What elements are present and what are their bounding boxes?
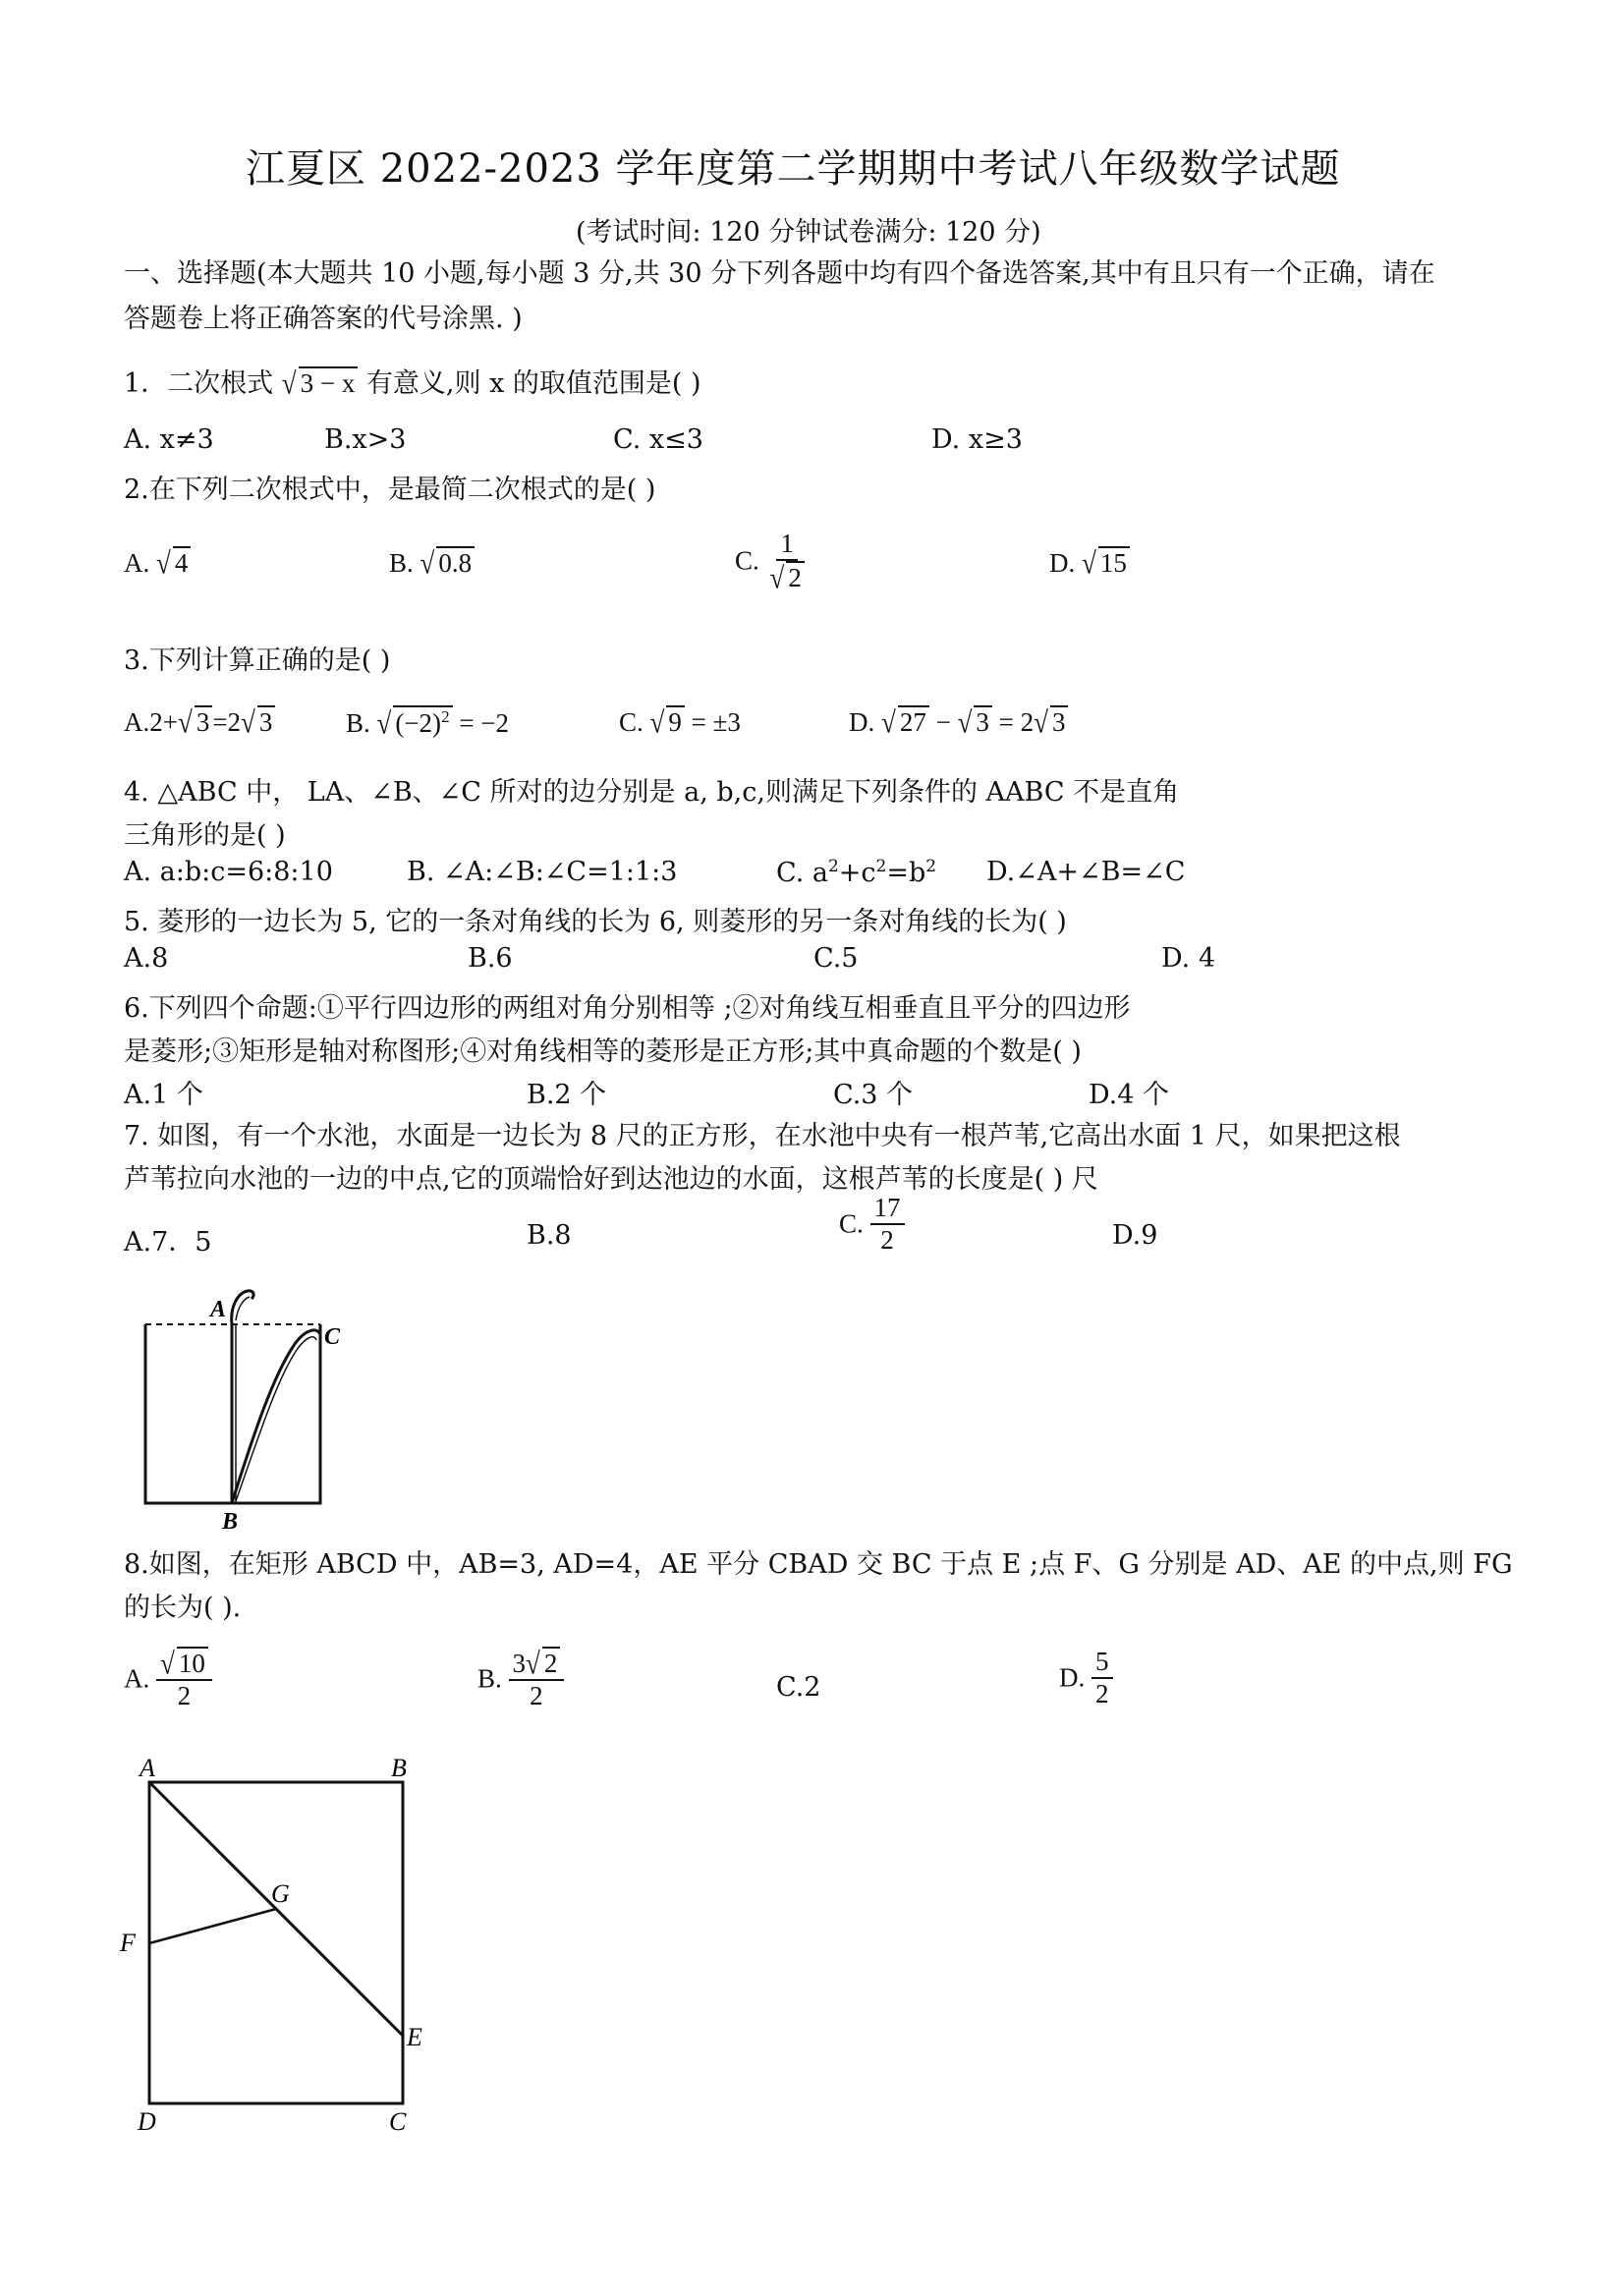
question-3-option-d-equals: = 2: [991, 707, 1035, 737]
question-3-stem: 3.下列计算正确的是( ): [124, 645, 391, 676]
question-2-option-b: B. √ 0.8: [389, 546, 475, 579]
question-2-option-a: A. √ 4: [124, 546, 191, 579]
question-8-option-b-numerator-coefficient: 3: [512, 1649, 527, 1678]
section-1-instructions-line2: 答题卷上将正确答案的代号涂黑. ): [124, 304, 523, 334]
figure-7-label-a: A: [210, 1297, 227, 1322]
question-6-option-a: A.1 个: [124, 1080, 203, 1110]
question-3-option-a-pre: A.2+: [124, 707, 178, 737]
question-3-option-c: C. √ 9 = ±3: [619, 704, 741, 740]
question-1-stem: [124, 362, 701, 400]
question-3-option-b-exponent: 2: [441, 707, 450, 726]
question-1-radical: √ 3 − x: [282, 366, 359, 399]
question-6-option-b: B.2 个: [527, 1080, 607, 1110]
pulled-reed: [232, 1330, 320, 1503]
figure-8-label-e: E: [407, 2023, 422, 2051]
question-1-option-c: C. x≤3: [613, 424, 703, 455]
question-7-option-c-denominator: 2: [880, 1225, 894, 1256]
question-8-option-b-label: B.: [477, 1663, 502, 1694]
question-4-option-c-mid: +c: [838, 858, 876, 888]
question-2-stem: 2.在下列二次根式中，是最简二次根式的是( ): [124, 475, 656, 505]
question-1-radicand: 3 − x: [299, 366, 359, 399]
question-7-option-c-numerator: 17: [870, 1193, 905, 1225]
question-1-post: 有意义,则 x 的取值范围是( ): [365, 368, 701, 399]
question-1-option-d: D. x≥3: [931, 424, 1023, 455]
question-7-figure: [128, 1277, 364, 1533]
question-3-option-c-result: = ±3: [684, 707, 741, 737]
question-4-option-c-exp-2: 2: [875, 857, 887, 876]
question-2-option-c-denominator: 2: [786, 561, 805, 593]
question-1-pre: 1．二次根式: [124, 368, 274, 399]
question-8-option-a-label: A.: [124, 1663, 150, 1694]
question-4-stem-line1: 4. △ABC 中， LA、∠B、∠C 所对的边分别是 a, b,c,则满足下列条件的 AABC 不是直角: [124, 777, 1180, 808]
segment-fg: [149, 1909, 276, 1943]
question-8-option-b-denominator: 2: [530, 1681, 543, 1711]
reed-top-curl-edge: [236, 1297, 250, 1320]
question-6-option-d: D.4 个: [1089, 1080, 1170, 1110]
question-4-option-d: D.∠A+∠B=∠C: [986, 857, 1186, 887]
question-8-option-d-denominator: 2: [1095, 1679, 1109, 1709]
question-2-option-c-numerator: 1: [776, 529, 798, 561]
question-2-option-d-label: D.: [1049, 548, 1076, 578]
question-3-option-d: D. √ 27 − √ 3 = 2√ 3: [849, 705, 1068, 738]
figure-7-label-c: C: [324, 1324, 341, 1350]
question-2-option-a-label: A.: [124, 548, 150, 578]
question-8-option-d-label: D.: [1059, 1662, 1086, 1693]
question-8-option-b: B. $\frac{3√ 2}{2}$: [477, 1647, 564, 1711]
question-8-option-c: C.2: [776, 1672, 821, 1703]
question-3-option-b: B. √ $(-2)^2 = -2$: [346, 705, 510, 741]
figure-7-label-b: B: [222, 1509, 239, 1533]
question-3-option-d-radicand-2: 3: [974, 705, 992, 738]
question-3-option-a-radicand-2: 3: [257, 705, 276, 738]
question-2-option-b-radicand: 0.8: [436, 546, 475, 579]
question-6-stem-line2: 是菱形;③矩形是轴对称图形;④对角线相等的菱形是正方形;其中真命题的个数是( ): [124, 1036, 1082, 1067]
question-2-option-b-label: B.: [389, 548, 414, 578]
question-7-option-c-label: C.: [839, 1208, 864, 1239]
question-6-stem-line1: 6.下列四个命题:①平行四边形的两组对角分别相等 ;②对角线互相垂直且平分的四边形: [124, 993, 1131, 1024]
question-5-option-c: C.5: [813, 943, 859, 974]
rectangle-abcd: [149, 1782, 403, 2103]
question-8-option-a-numerator-radicand: 10: [177, 1647, 208, 1679]
page-subtitle: (考试时间: 120 分钟试卷满分: 120 分): [576, 217, 1041, 248]
question-3-option-b-result: = −2: [452, 708, 510, 738]
question-5-stem: 5. 菱形的一边长为 5, 它的一条对角线的长为 6, 则菱形的另一条对角线的长为( ): [124, 907, 1067, 937]
question-8-stem-line1: 8.如图，在矩形 ABCD 中，AB=3, AD=4，AE 平分 CBAD 交 BC 于点 E ;点 F、G 分别是 AD、AE 的中点,则 FG: [124, 1549, 1513, 1580]
question-4-option-a: A. a:b:c=6:8:10: [124, 857, 333, 887]
question-4-option-c-mid2: =b: [886, 858, 926, 888]
question-5-option-a: A.8: [124, 943, 169, 974]
figure-8-label-f: F: [120, 1929, 136, 1957]
figure-8-label-g: G: [271, 1879, 290, 1908]
question-3-option-c-radicand: 9: [666, 705, 685, 738]
question-2-option-c: C. $\frac{1}{√ 2}$: [735, 529, 809, 593]
question-7-stem-line2: 芦苇拉向水池的一边的中点,它的顶端恰好到达池边的水面，这根芦苇的长度是( ) 尺: [124, 1164, 1098, 1195]
question-7-option-c: [839, 1193, 905, 1256]
question-3-option-a-radicand-1: 3: [195, 705, 213, 738]
question-8-option-d-numerator: 5: [1091, 1647, 1113, 1679]
question-2-option-d: D. √ 15: [1049, 546, 1130, 579]
figure-8-label-d: D: [138, 2107, 156, 2132]
question-6-option-c: C.3 个: [833, 1080, 914, 1110]
question-3-option-c-label: C.: [619, 707, 644, 737]
question-5-option-b: B.6: [468, 943, 513, 974]
question-2-option-a-radicand: 4: [173, 546, 192, 579]
question-8-option-a-denominator: 2: [177, 1681, 192, 1711]
reed-top-curl: [232, 1291, 253, 1324]
section-1-instructions-line1: 一、选择题(本大题共 10 小题,每小题 3 分,共 30 分下列各题中均有四个备选答案,其中有且只有一个正确，请在: [124, 258, 1435, 289]
question-3-option-a: A.2+√ 3 =2√ 3: [124, 705, 275, 738]
question-3-option-b-label: B.: [346, 708, 370, 738]
question-4-option-b: B. ∠A:∠B:∠C=1:1:3: [407, 857, 678, 887]
question-8-option-b-numerator-radicand: 2: [542, 1647, 561, 1679]
question-7-option-d: D.9: [1112, 1220, 1158, 1251]
question-1-option-b: B.x>3: [324, 424, 407, 455]
figure-8-label-b: B: [391, 1754, 407, 1782]
question-3-option-d-radicand-1: 27: [898, 705, 929, 738]
question-4-stem-line2: 三角形的是( ): [124, 820, 286, 851]
question-3-option-d-radicand-3: 3: [1050, 705, 1069, 738]
question-2-option-c-label: C.: [735, 545, 759, 576]
question-3-option-a-mid: =2: [212, 707, 242, 737]
question-4-option-c-pre: C. a: [776, 858, 828, 888]
question-3-option-d-minus: −: [928, 707, 958, 737]
question-4-option-c-exp-1: 2: [827, 857, 839, 876]
question-3-option-d-label: D.: [849, 707, 875, 737]
question-2-option-d-radicand: 15: [1098, 546, 1130, 579]
question-7-option-b: B.8: [527, 1220, 572, 1251]
question-7-stem-line1: 7. 如图，有一个水池，水面是一边长为 8 尺的正方形，在水池中央有一根芦苇,它高出水面 1 尺，如果把这根: [124, 1121, 1401, 1151]
question-8-stem-line2: 的长为( ).: [124, 1593, 242, 1623]
question-1-option-a: A. x≠3: [124, 424, 214, 455]
question-8-figure: [108, 1749, 442, 2132]
question-4-option-c: [776, 857, 936, 888]
page-title: 江夏区 2022-2023 学年度第二学期期中考试八年级数学试题: [246, 146, 1341, 192]
question-3-option-b-radicand: (−2): [395, 708, 442, 738]
question-4-option-c-exp-3: 2: [925, 857, 937, 876]
figure-8-label-a: A: [140, 1754, 155, 1782]
pulled-reed-edge: [236, 1337, 316, 1501]
figure-8-label-c: C: [389, 2107, 407, 2132]
question-7-option-a: A.7．5: [124, 1227, 212, 1258]
question-5-option-d: D. 4: [1161, 943, 1216, 974]
question-8-option-d: [1059, 1647, 1113, 1709]
question-8-option-a: A. $\frac{√ 10}{2}$: [124, 1647, 212, 1711]
